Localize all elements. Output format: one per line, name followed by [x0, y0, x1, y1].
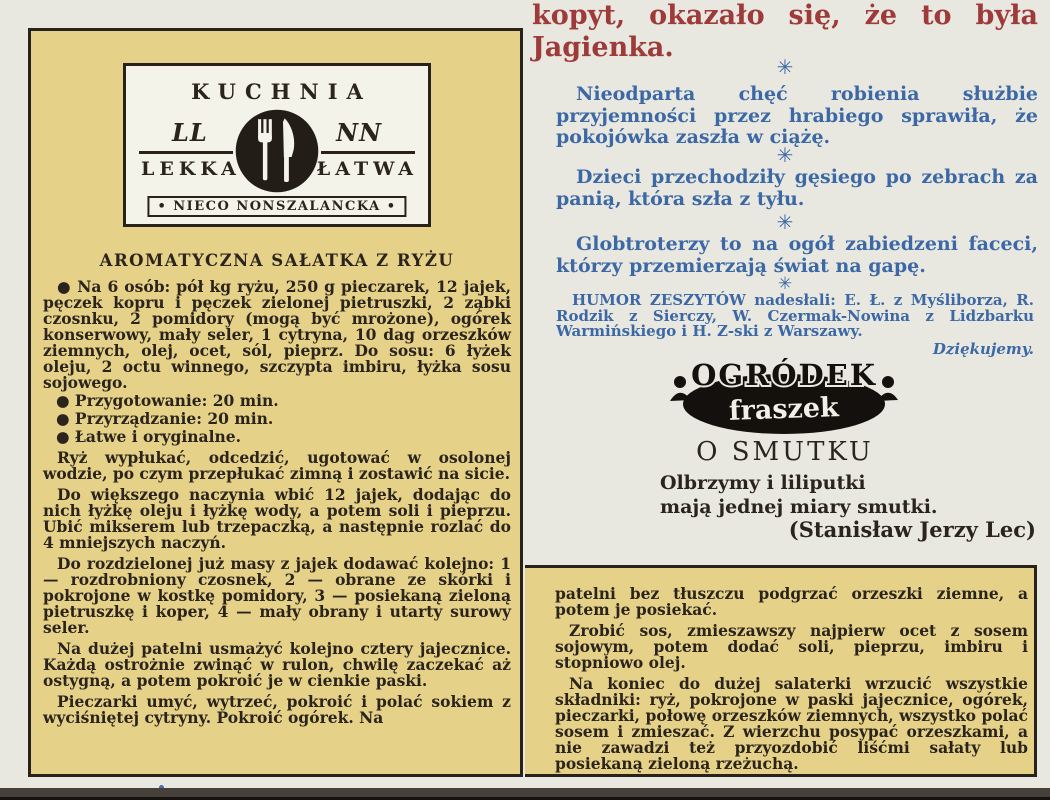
recipe-panel [28, 28, 523, 777]
recipe-bullet-prep-time: ● Przygotowanie: 20 min. [56, 391, 279, 410]
logo-word-latwa: ŁATWA [316, 158, 418, 180]
joke-item: Dzieci przechodziły gęsiego po zebrach za panią, która szła z tyłu. [556, 166, 1038, 210]
star-ornament-icon: ✳ [776, 55, 794, 79]
recipe-step: Do większego naczynia wbić 12 jajek, dodając do nich łyżkę oleju i łyżkę wody, a potem soli i pieprzu. Ubić mikserem lub trzepaczką, a następnie rozlać do 4 mniejszych naczyń. [43, 485, 511, 552]
fork-knife-icon [234, 108, 320, 194]
logo-subtitle: • NIECO NONSZALANCKA • [147, 196, 406, 217]
star-ornament-icon: ✳ [776, 143, 794, 167]
garden-logo-subtitle: fraszek [728, 392, 840, 427]
recipe-step: Zrobić sos, zmieszawszy najpierw ocet z sosem sojowym, potem dodać soli, pieprzu, imbiru i stopniowo olej. [555, 621, 1028, 672]
logo-word-kuchnia: KUCHNIA [191, 79, 372, 104]
recipe-step: Do rozdzielonej już masy z jajek dodawać kolejno: 1 — rozdrobniony czosnek, 2 — obrane ze skórki i pokrojone w kostkę pomidory, 3 — posiekaną zieloną pietruszkę i koper, 4 — mały obrany i utarty surowy seler. [43, 554, 511, 637]
ogrodek-fraszek-logo [668, 352, 900, 438]
humor-headline: kopyt, okazało się, że to była Jagienka. [532, 0, 1038, 63]
humor-thanks: Dziękujemy. [932, 340, 1034, 358]
joke-item: Nieodparta chęć robienia służbie przyjemności przez hrabiego sprawiła, że pokojówka zaszła w ciążę. [556, 83, 1038, 148]
poem-author: (Stanisław Jerzy Lec) [788, 517, 1036, 542]
humor-credits: HUMOR ZESZYTÓW nadesłali: E. Ł. z Myśliborza, R. Rodzik z Sierczy, W. Czermak-Nowina z Lidzbarku Warmińskiego i H. Z-ski z Warszawy. [556, 291, 1034, 340]
recipe-bullet-difficulty: ● Łatwe i oryginalne. [56, 427, 241, 446]
poem-title: O SMUTKU [696, 437, 874, 467]
recipe-title: AROMATYCZNA SAŁATKA Z RYŻU [99, 251, 455, 270]
recipe-step: Na koniec do dużej salaterki wrzucić wszystkie składniki: ryż, pokrojone w paski jajecznice, ogórek, pieczarki, połowę orzeszków ziemnych, wszystko polać sosem i zmieszać. Z wierzchu posypać orzeszkami, a nie zawadzi też przyozdobić liśćmi sałaty lub posiekaną zieloną rzeżuchą. [555, 674, 1028, 773]
star-ornament-icon: ✳ [777, 274, 793, 294]
logo-monogram-ll: LL [172, 118, 208, 147]
joke-item: Globtroterzy to na ogół zabiedzeni faceci, którzy przemierzają świat na gapę. [556, 233, 1038, 277]
recipe-continuation-panel [525, 565, 1037, 777]
recipe-step: Na dużej patelni usmażyć kolejno cztery jajecznice. Każdą ostrożnie zwinąć w rulon, chwilę zaczekać aż ostygną, a potem pokroić je w cienkie paski. [43, 639, 511, 690]
humor-column [532, 0, 1038, 562]
poem-line: Olbrzymy i liliputki [660, 472, 866, 494]
logo-rule-left [139, 151, 233, 154]
recipe-step: Ryż wypłukać, odcedzić, ugotować w osolonej wodzie, po czym przepłukać zimną i zostawić na sicie. [43, 448, 511, 483]
garden-logo-title: OGRÓDEK [691, 358, 877, 392]
star-ornament-icon: ✳ [776, 210, 794, 234]
recipe-bullet-cook-time: ● Przyrządzanie: 20 min. [56, 409, 274, 428]
recipe-ingredients: ● Na 6 osób: pół kg ryżu, 250 g pieczarek, 12 jajek, pęczek kopru i pęczek zielonej pietruszki, 2 ząbki czosnku, 2 pomidory (mogą być mrożone), ogórek konserwowy, mały seler, 1 cytryna, 10 dag orzeszków ziemnych, olej, ocet, sól, pieprz. Do sosu: 6 łyżek oleju, 2 octu winnego, szczypta imbiru, łyżka sosu sojowego. [43, 277, 511, 392]
logo-word-lekka: LEKKA [141, 158, 241, 180]
logo-rule-right [321, 151, 415, 154]
logo-monogram-nn: NN [336, 118, 382, 147]
recipe-step: patelni bez tłuszczu podgrzać orzeszki ziemne, a potem je posiekać. [555, 584, 1028, 619]
recipe-step: Pieczarki umyć, wytrzeć, pokroić i polać sokiem z wyciśniętej cytryny. Pokroić ogórek. Na [43, 692, 511, 727]
kuchnia-lekka-latwa-logo [123, 63, 431, 227]
poem-line: mają jednej miary smutki. [660, 496, 938, 518]
page-bottom-rule [0, 788, 1050, 800]
